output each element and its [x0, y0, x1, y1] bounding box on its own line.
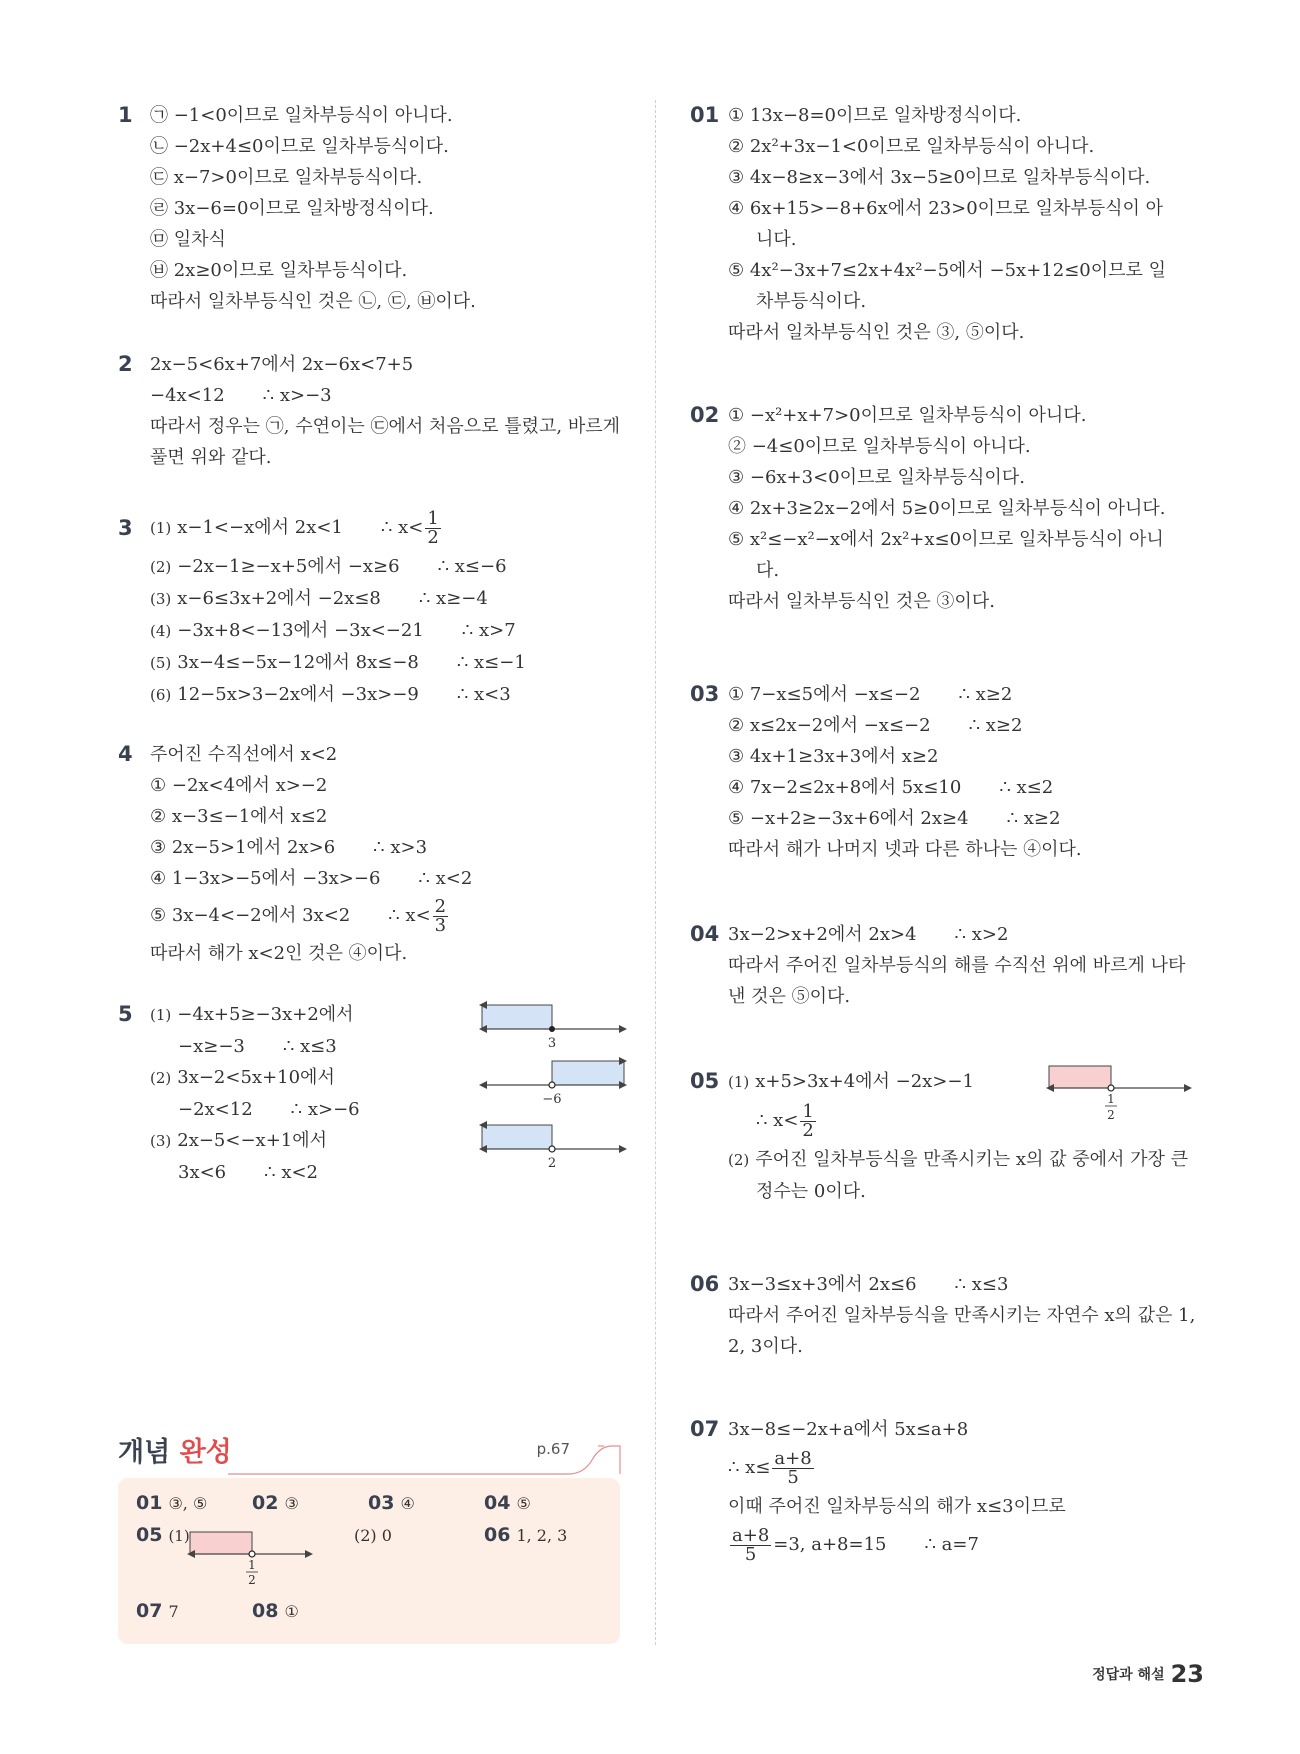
- expression: ④ 1−3x>−5에서 −3x>−6: [150, 868, 381, 889]
- expression: =3, a+8=15: [773, 1534, 887, 1555]
- answer-line: 니다.: [756, 229, 797, 250]
- fraction: [730, 1524, 771, 1565]
- result: ∴ x<: [380, 517, 424, 538]
- answer-line: [728, 710, 1198, 741]
- answer-line: ㉥ 2x≥0이므로 일차부등식이다.: [150, 260, 408, 281]
- answer-line: 따라서 일차부등식인 것은 ③, ⑤이다.: [728, 322, 1025, 343]
- expression: 3x<6: [178, 1162, 227, 1183]
- answer-05-part2: (2) 0: [354, 1526, 392, 1545]
- answer-line: 따라서 주어진 일차부등식을 만족시키는 자연수 x의 값은 1, 2, 3이다.: [728, 1305, 1196, 1357]
- problem-01: [690, 100, 1198, 348]
- answer-line: [150, 380, 623, 411]
- answer-line: [150, 832, 623, 863]
- expression: ① −2x<4에서 x>−2: [150, 775, 328, 796]
- answer-line: [150, 551, 623, 583]
- answer-number: 06: [484, 1524, 511, 1546]
- problem-number: 02: [690, 403, 720, 427]
- answer-line: ⑤ 4x²−3x+7≤2x+4x²−5에서 −5x+12≤0이므로 일: [728, 260, 1166, 281]
- problem-number: 4: [118, 742, 133, 766]
- answer-line: [728, 803, 1198, 834]
- result: ∴ x>7: [461, 620, 516, 641]
- answer-line: 따라서 일차부등식인 것은 ③이다.: [728, 591, 995, 612]
- answer-line: ① 13x−8=0이므로 일차방정식이다.: [728, 105, 1022, 126]
- tick-label: 3: [547, 1036, 557, 1051]
- open-point: [549, 1082, 555, 1088]
- problem-04: [690, 919, 1198, 1012]
- answer-value: ④: [400, 1494, 415, 1513]
- answer-line: [728, 1144, 1198, 1207]
- problem-number: 03: [690, 682, 720, 706]
- answer-value: ⑤: [516, 1494, 531, 1513]
- result: ∴ x<3: [456, 684, 511, 705]
- right-column: [690, 100, 1198, 1568]
- problem-06: [690, 1269, 1198, 1362]
- expression: ⑤ −x+2≥−3x+6에서 2x≥4: [728, 808, 969, 829]
- answer-line: 따라서 주어진 일차부등식의 해를 수직선 위에 바르게 나타낸 것은 ⑤이다.: [728, 955, 1186, 1007]
- problem-1: [118, 100, 623, 317]
- result: ∴ x<: [756, 1110, 799, 1131]
- answer-line: ④ 2x+3≥2x−2에서 5≥0이므로 일차부등식이 아니다.: [728, 498, 1166, 519]
- arrow-right-icon: [305, 1550, 313, 1558]
- answer-number: 01: [136, 1492, 163, 1514]
- answer-line: [150, 894, 623, 938]
- problem-05: [690, 1066, 1198, 1207]
- answer-07: [136, 1600, 179, 1622]
- numerator: 1: [427, 507, 439, 529]
- concept-number-line: [186, 1526, 336, 1590]
- answer-line: 따라서 해가 x<2인 것은 ④이다.: [150, 943, 408, 964]
- expression: x−6≤3x+2에서 −2x≤8: [177, 588, 381, 609]
- answer-line: ㉤ 일차식: [150, 229, 226, 250]
- problem-03: [690, 679, 1198, 865]
- answer-value: ③, ⑤: [168, 1494, 208, 1513]
- answer-line: 차부등식이다.: [756, 291, 867, 312]
- problem-number: 1: [118, 103, 133, 127]
- title-text: 개념: [118, 1437, 180, 1468]
- answer-line: ③ −6x+3<0이므로 일차부등식이다.: [728, 467, 1025, 488]
- result: ∴ x≥2: [1006, 808, 1061, 829]
- number-line-2: [478, 1057, 628, 1113]
- result: ∴ x≥2: [968, 715, 1023, 736]
- problem-number: 5: [118, 1002, 133, 1026]
- answer-line: 따라서 해가 나머지 넷과 다른 하나는 ④이다.: [728, 839, 1082, 860]
- solution-region: [552, 1061, 624, 1085]
- result: ∴ x>−6: [290, 1099, 360, 1120]
- result: ∴ x≤−6: [437, 556, 507, 577]
- result: ∴ x≤2: [999, 777, 1054, 798]
- answer-line: ⑤ x²≤−x²−x에서 2x²+x≤0이므로 일차부등식이 아니: [728, 529, 1164, 550]
- arrow-right-icon: [619, 1025, 627, 1033]
- answer-number: 07: [136, 1600, 163, 1622]
- expression: −3x+8<−13에서 −3x<−21: [177, 620, 424, 641]
- closed-point: [549, 1026, 555, 1032]
- expression: ⑤ 3x−4<−2에서 3x<2: [150, 905, 351, 926]
- answer-06: [484, 1524, 567, 1546]
- answer-value: 1, 2, 3: [516, 1526, 568, 1545]
- tick-label: 2: [547, 1156, 557, 1171]
- answer-line: [150, 615, 623, 647]
- answer-line: [150, 801, 623, 832]
- answer-number: 08: [252, 1600, 279, 1622]
- problem-number: 07: [690, 1417, 720, 1441]
- result: ∴ x≤3: [282, 1036, 337, 1057]
- answer-number: 03: [368, 1492, 395, 1514]
- answer-line: [728, 772, 1198, 803]
- problem-number: 05: [690, 1069, 720, 1093]
- item-label: (4): [150, 622, 172, 640]
- expression: 3x−2>x+2에서 2x>4: [728, 924, 917, 945]
- answer-number: 02: [252, 1492, 279, 1514]
- answer-line: ㉠ −1<0이므로 일차부등식이 아니다.: [150, 105, 453, 126]
- fraction: [772, 1447, 813, 1488]
- answer-line: [150, 770, 623, 801]
- fraction: [800, 1100, 815, 1141]
- result: ∴ x≥−4: [418, 588, 488, 609]
- expression: 주어진 일차부등식을 만족시키는 x의 값 중에서 가장 큰 정수는 0이다.: [755, 1149, 1188, 1202]
- expression: −4x<12: [150, 385, 225, 406]
- solution-region: [190, 1532, 252, 1554]
- column-divider: [655, 100, 656, 1645]
- answer-line: ㉣ 3x−6=0이므로 일차방정식이다.: [150, 198, 434, 219]
- expression: ③ 2x−5>1에서 2x>6: [150, 837, 336, 858]
- expression: ③ 4x+1≥3x+3에서 x≥2: [728, 746, 939, 767]
- answer-08: [252, 1600, 299, 1622]
- tick-numerator: 1: [248, 1558, 256, 1572]
- problem-02: [690, 400, 1198, 617]
- expression: 12−5x>3−2x에서 −3x>−9: [177, 684, 419, 705]
- expression: 3x−2<5x+10에서: [177, 1067, 335, 1088]
- answer-line: [728, 1269, 1198, 1300]
- answer-box: [118, 1478, 620, 1644]
- result: ∴ x<2: [264, 1162, 318, 1183]
- item-label: (5): [150, 654, 172, 672]
- denominator: 5: [744, 1543, 757, 1565]
- answer-line: 2x−5<6x+7에서 2x−6x<7+5: [150, 354, 414, 375]
- answer-line: 3x−8≤−2x+a에서 5x≤a+8: [728, 1419, 969, 1440]
- answer-value: ③: [284, 1494, 299, 1513]
- item-label: (3): [150, 590, 172, 608]
- expression: x+5>3x+4에서 −2x>−1: [755, 1071, 974, 1092]
- problem-3: [118, 505, 623, 711]
- result: ∴ x<: [388, 905, 431, 926]
- number-line-3: [478, 1117, 628, 1173]
- page-number: 23: [1170, 1660, 1204, 1688]
- numerator: a+8: [732, 1524, 770, 1546]
- numerator: a+8: [774, 1447, 812, 1469]
- result: ∴ x≤−1: [456, 652, 526, 673]
- numerator: 1: [802, 1100, 814, 1122]
- answer-line: [728, 1445, 1198, 1491]
- item-label: (1): [150, 1006, 172, 1024]
- result: ∴ x<2: [418, 868, 473, 889]
- open-point: [1108, 1085, 1114, 1091]
- item-label: (2): [728, 1151, 750, 1169]
- problem-number: 04: [690, 922, 720, 946]
- problem-5: [118, 999, 623, 1188]
- open-point: [249, 1551, 255, 1557]
- answer-line: [150, 505, 623, 551]
- item-label: (3): [150, 1132, 172, 1150]
- problem-number: 01: [690, 103, 720, 127]
- problem-number: 06: [690, 1272, 720, 1296]
- answer-line: 다.: [756, 560, 780, 581]
- problem-4: [118, 739, 623, 969]
- page-reference: p.67: [536, 1440, 570, 1458]
- answer-line: 따라서 정우는 ㉠, 수연이는 ㉢에서 처음으로 틀렸고, 바르게 풀면 위와 같다.: [150, 416, 621, 468]
- answer-01: [136, 1492, 207, 1514]
- item-label: (1): [728, 1073, 750, 1091]
- item-label: (6): [150, 686, 172, 704]
- solution-region: [482, 1005, 552, 1029]
- answer-line: 주어진 수직선에서 x<2: [150, 744, 338, 765]
- expression: −2x<12: [178, 1099, 253, 1120]
- item-label: (2): [150, 558, 172, 576]
- answer-03: [368, 1492, 415, 1514]
- expression: 3x−4≤−5x−12에서 8x≤−8: [177, 652, 419, 673]
- answer-line: ① −x²+x+7>0이므로 일차부등식이 아니다.: [728, 405, 1087, 426]
- answer-line: [728, 741, 1198, 772]
- answer-line: [150, 583, 623, 615]
- answer-line: ② 2x²+3x−1<0이므로 일차부등식이 아니다.: [728, 136, 1095, 157]
- denominator: 2: [802, 1119, 814, 1141]
- tick-denominator: 2: [1107, 1108, 1115, 1122]
- denominator: 5: [787, 1466, 799, 1488]
- expression: 3x−3≤x+3에서 2x≤6: [728, 1274, 917, 1295]
- tick-numerator: 1: [1107, 1092, 1115, 1106]
- answer-line: [728, 1522, 1198, 1568]
- tick-label: −6: [542, 1092, 562, 1107]
- answer-value: ①: [284, 1602, 299, 1621]
- arrow-right-icon: [619, 1145, 627, 1153]
- open-point: [549, 1146, 555, 1152]
- title-accent: 완성: [179, 1437, 232, 1468]
- result: ∴ x≥2: [958, 684, 1013, 705]
- result: ∴ x≤: [728, 1457, 771, 1478]
- answer-line: [728, 679, 1198, 710]
- result: ∴ a=7: [924, 1534, 979, 1555]
- answer-line: ㉢ x−7>0이므로 일차부등식이다.: [150, 167, 423, 188]
- answer-02: [252, 1492, 299, 1514]
- item-label: (1): [150, 519, 172, 537]
- expression: ② x−3≤−1에서 x≤2: [150, 806, 328, 827]
- solution-region: [1049, 1066, 1111, 1088]
- answer-line: [150, 863, 623, 894]
- answer-line: [728, 919, 1198, 950]
- tick-denominator: 2: [248, 1573, 256, 1587]
- answer-line: 따라서 일차부등식인 것은 ㉡, ㉢, ㉥이다.: [150, 291, 476, 312]
- numerator: 2: [434, 895, 447, 917]
- answer-number: 05: [136, 1524, 163, 1546]
- answer-line: ② −4≤0이므로 일차부등식이 아니다.: [728, 436, 1031, 457]
- result: ∴ x>−3: [262, 385, 332, 406]
- answer-line: ㉡ −2x+4≤0이므로 일차부등식이다.: [150, 136, 449, 157]
- arrow-right-icon: [1184, 1084, 1192, 1092]
- number-line-1: [478, 995, 628, 1051]
- answer-value: 7: [168, 1602, 179, 1621]
- item-label: (2): [150, 1069, 172, 1087]
- expression: ④ 7x−2≤2x+8에서 5x≤10: [728, 777, 962, 798]
- answer-number: 04: [484, 1492, 511, 1514]
- problem-number: 2: [118, 352, 133, 376]
- page-footer: [1092, 1660, 1204, 1688]
- result: ∴ x>3: [373, 837, 428, 858]
- fraction: [425, 507, 440, 548]
- expression: −4x+5≥−3x+2에서: [177, 1004, 354, 1025]
- expression: −2x−1≥−x+5에서 −x≥6: [177, 556, 400, 577]
- problem-07: [690, 1414, 1198, 1568]
- answer-line: 이때 주어진 일차부등식의 해가 x≤3이므로: [728, 1496, 1066, 1517]
- concept-completion: [118, 1430, 620, 1622]
- arrow-left-icon: [479, 1081, 487, 1089]
- answer-04: [484, 1492, 531, 1514]
- answer-line: ③ 4x−8≥x−3에서 3x−5≥0이므로 일차부등식이다.: [728, 167, 1151, 188]
- left-column: [118, 100, 623, 1188]
- expression: ① 7−x≤5에서 −x≤−2: [728, 684, 921, 705]
- item-label: (1): [168, 1527, 190, 1545]
- result: ∴ x≤3: [954, 1274, 1009, 1295]
- expression: 2x−5<−x+1에서: [177, 1130, 328, 1151]
- expression: ② x≤2x−2에서 −x≤−2: [728, 715, 931, 736]
- number-line: [1045, 1058, 1195, 1124]
- denominator: 2: [427, 526, 439, 548]
- problem-number: 3: [118, 516, 133, 540]
- denominator: 3: [434, 914, 447, 936]
- answer-line: [150, 647, 623, 679]
- problem-2: [118, 349, 623, 473]
- footer-label: 정답과 해설: [1092, 1667, 1165, 1683]
- expression: x−1<−x에서 2x<1: [177, 517, 343, 538]
- answer-line: [150, 679, 623, 711]
- fraction: [433, 895, 448, 936]
- answer-line: ④ 6x+15>−8+6x에서 23>0이므로 일차부등식이 아: [728, 198, 1164, 219]
- expression: −x≥−3: [178, 1036, 245, 1057]
- solution-region: [482, 1125, 552, 1149]
- result: ∴ x>2: [954, 924, 1009, 945]
